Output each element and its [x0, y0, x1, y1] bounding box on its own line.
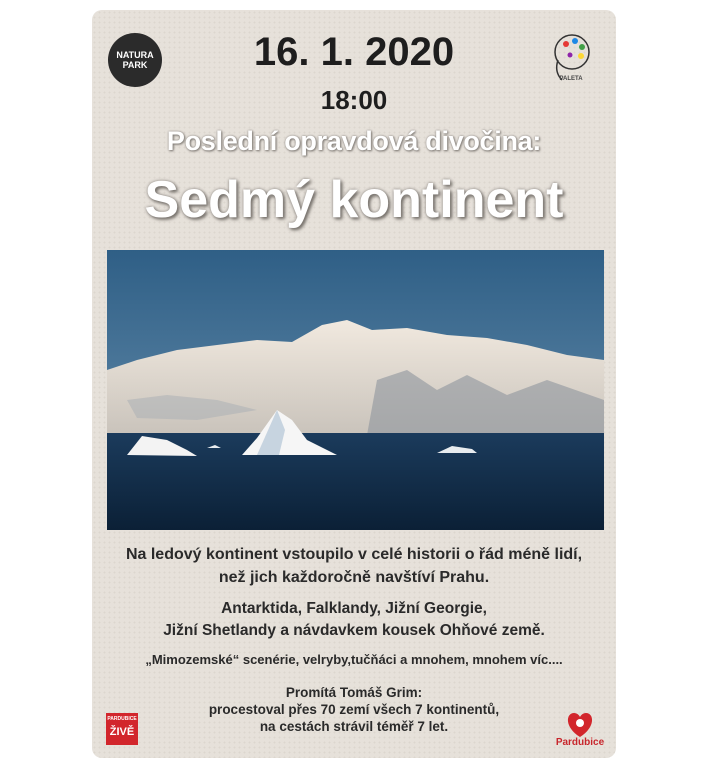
places-line-1: Antarktida, Falklandy, Jižní Georgie, [221, 600, 487, 617]
highlights-line: „Mimozemské“ scenérie, velryby,tučňáci a mnohem, mnohem víc.... [145, 652, 563, 667]
presenter-paragraph [92, 684, 616, 735]
intro-line-1: Na ledový kontinent vstoupilo v celé historii o řád méně lidí, [125, 546, 583, 563]
pardubice-logo-label: Pardubice [555, 737, 605, 748]
antarctica-photo [107, 250, 604, 530]
event-date: 16. 1. 2020 [253, 30, 455, 74]
presenter-line-3: na cestách strávil téměř 7 let. [259, 719, 449, 734]
natura-logo-line1: NATURA [116, 50, 154, 60]
places-paragraph [92, 598, 616, 642]
places-line-2: Jižní Shetlandy a návdavkem kousek Ohňové země. [163, 622, 545, 639]
paleta-logo-text: PALETA [559, 76, 583, 82]
pardubice-zive-small: PARDUBICE [107, 716, 137, 722]
natura-logo-line2: PARK [122, 60, 148, 70]
pardubice-zive-big: ŽIVĚ [109, 726, 135, 738]
event-title: Sedmý kontinent [144, 171, 564, 229]
presenter-line-2: procestoval přes 70 zemí všech 7 kontinentů, [208, 702, 500, 717]
presenter-line-1: Promítá Tomáš Grim: [285, 685, 423, 700]
intro-paragraph [92, 543, 616, 589]
pardubice-zive-logo [106, 713, 138, 745]
event-time: 18:00 [320, 85, 388, 115]
event-subtitle: Poslední opravdová divočina: [166, 126, 542, 156]
intro-line-2: než jich každoročně navštíví Prahu. [218, 569, 490, 586]
